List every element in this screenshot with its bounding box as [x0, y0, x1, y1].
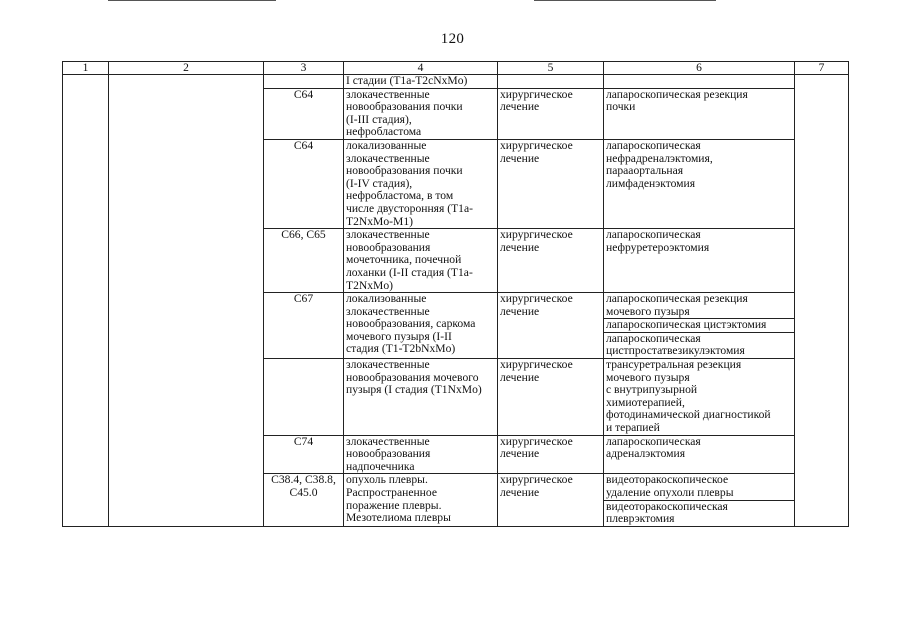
diagnosis-cell	[344, 139, 498, 228]
treatment-line: хирургическое	[500, 87, 573, 101]
treatment-line: лечение	[500, 151, 540, 165]
method-line: лапароскопическая резекция	[606, 292, 748, 306]
treatment-line: хирургическое	[500, 292, 573, 306]
method-line: почки	[606, 100, 636, 114]
method-cell	[604, 319, 795, 333]
top-rule-right	[534, 0, 716, 1]
diagnosis-line: лоханки (I-II стадия (T1a-	[346, 265, 473, 279]
code-cell	[264, 293, 344, 359]
diagnosis-cell	[344, 293, 498, 359]
treatment-line: лечение	[500, 486, 540, 499]
method-line: цистпростатвезикулэктомия	[606, 344, 745, 358]
method-line: удаление опухоли плевры	[606, 486, 734, 499]
method-cell	[604, 435, 795, 474]
treatment-cell	[498, 139, 604, 228]
code-line: C74	[293, 434, 314, 448]
code-cell	[264, 359, 344, 436]
method-line: лимфаденэктомия	[606, 176, 696, 190]
code-cell	[264, 435, 344, 474]
column-number: 7	[795, 62, 849, 75]
diagnosis-line: новообразования почки	[346, 164, 463, 178]
diagnosis-line: T2NxMo-M1)	[346, 214, 413, 228]
diagnosis-line: нефробластома, в том	[346, 189, 454, 203]
method-line: нефруретероэктомия	[606, 240, 710, 254]
code-line: C64	[293, 87, 314, 101]
col2-cell	[109, 75, 264, 527]
diagnosis-line: Распространенное	[346, 486, 437, 499]
diagnosis-line: T2NxMo)	[346, 278, 394, 292]
code-line: C67	[293, 292, 314, 306]
diagnosis-line: мочевого пузыря (I-II	[346, 329, 452, 343]
method-line: и терапией	[606, 421, 660, 435]
procedures-table	[62, 61, 849, 527]
method-line: химиотерапией,	[606, 395, 685, 409]
treatment-line: хирургическое	[500, 228, 573, 242]
method-line: лапароскопическая	[606, 138, 701, 152]
diagnosis-line: нефробластома	[346, 125, 422, 139]
diagnosis-line: числе двусторонняя (T1a-	[346, 201, 473, 215]
treatment-line: лечение	[500, 447, 540, 461]
treatment-line: хирургическое	[500, 358, 573, 372]
method-line: лапароскопическая	[606, 228, 701, 242]
diagnosis-line: пузыря (I стадия (T1NxMo)	[346, 383, 482, 397]
treatment-line: хирургическое	[500, 473, 573, 487]
method-cell	[604, 229, 795, 293]
column-number: 2	[109, 62, 264, 75]
diagnosis-line: I стадии (T1a-T2cNxMo)	[346, 74, 468, 87]
method-line: трансуретральная резекция	[606, 358, 742, 372]
diagnosis-cell	[344, 229, 498, 293]
method-line: адреналэктомия	[606, 447, 686, 461]
code-line: C45.0	[289, 486, 318, 499]
method-cell	[604, 474, 795, 500]
method-line: лапароскопическая цистэктомия	[606, 318, 767, 332]
method-line: параaортальная	[606, 164, 684, 178]
treatment-line: хирургическое	[500, 138, 573, 152]
treatment-cell	[498, 229, 604, 293]
diagnosis-cell	[344, 88, 498, 139]
diagnosis-line: (I-III стадия),	[346, 112, 412, 126]
col1-cell	[63, 75, 109, 527]
method-line: с внутрипузырной	[606, 383, 698, 397]
column-number: 6	[604, 62, 795, 75]
code-cell	[264, 88, 344, 139]
treatment-line: лечение	[500, 240, 540, 254]
code-cell	[264, 229, 344, 293]
method-line: мочевого пузыря	[606, 304, 690, 318]
diagnosis-line: мочеточника, почечной	[346, 253, 462, 267]
diagnosis-line: новообразования	[346, 447, 431, 461]
column-number: 1	[63, 62, 109, 75]
diagnosis-line: злокачественные	[346, 304, 430, 318]
diagnosis-line: локализованные	[346, 292, 427, 306]
treatment-cell	[498, 293, 604, 359]
treatment-line: хирургическое	[500, 434, 573, 448]
column-number: 3	[264, 62, 344, 75]
column-number: 5	[498, 62, 604, 75]
treatment-cell	[498, 474, 604, 526]
diagnosis-cell	[344, 435, 498, 474]
diagnosis-line: злокачественные	[346, 228, 430, 242]
method-cell	[604, 500, 795, 526]
diagnosis-line: злокачественные	[346, 358, 430, 372]
treatment-cell	[498, 88, 604, 139]
diagnosis-line: (I-IV стадия),	[346, 176, 413, 190]
diagnosis-line: новообразования мочевого	[346, 370, 479, 384]
method-line: фотодинамической диагностикой	[606, 408, 771, 422]
method-line: мочевого пузыря	[606, 370, 690, 384]
table-row	[63, 75, 849, 89]
treatment-cell	[498, 359, 604, 436]
diagnosis-line: надпочечника	[346, 459, 415, 473]
diagnosis-cell	[344, 359, 498, 436]
treatment-cell	[498, 435, 604, 474]
treatment-line: лечение	[500, 304, 540, 318]
col7-cell	[795, 75, 849, 527]
method-cell	[604, 75, 795, 89]
diagnosis-line: опухоль плевры.	[346, 473, 428, 487]
top-rule-left	[108, 0, 276, 1]
treatment-line: лечение	[500, 100, 540, 114]
diagnosis-cell	[344, 75, 498, 89]
diagnosis-line: злокачественные	[346, 87, 430, 101]
treatment-cell	[498, 75, 604, 89]
code-line: C66, C65	[281, 228, 326, 242]
code-cell	[264, 474, 344, 526]
diagnosis-cell	[344, 474, 498, 526]
diagnosis-line: новообразования, саркома	[346, 317, 476, 331]
diagnosis-line: злокачественные	[346, 434, 430, 448]
code-line: C38.4, C38.8,	[271, 473, 336, 487]
method-line: лапароскопическая резекция	[606, 87, 748, 101]
method-cell	[604, 139, 795, 228]
method-cell	[604, 88, 795, 139]
method-cell	[604, 293, 795, 319]
method-line: нефрадреналэктомия,	[606, 151, 713, 165]
page-number: 120	[440, 31, 465, 47]
method-line: плеврэктомия	[606, 512, 675, 526]
column-number-row	[63, 62, 849, 75]
method-line: видеоторакоскопическое	[606, 473, 729, 487]
diagnosis-line: новообразования почки	[346, 100, 463, 114]
method-cell	[604, 359, 795, 436]
column-number: 4	[344, 62, 498, 75]
code-cell	[264, 75, 344, 89]
treatment-line: лечение	[500, 370, 540, 384]
diagnosis-line: стадия (T1-T2bNxMo)	[346, 342, 456, 356]
diagnosis-line: поражение плевры.	[346, 498, 442, 512]
diagnosis-line: злокачественные	[346, 151, 430, 165]
method-line: видеоторакоскопическая	[606, 499, 728, 513]
method-line: лапароскопическая	[606, 434, 701, 448]
diagnosis-line: локализованные	[346, 138, 427, 152]
diagnosis-line: Мезотелиома плевры	[346, 511, 451, 525]
method-cell	[604, 332, 795, 358]
diagnosis-line: новообразования	[346, 240, 431, 254]
method-line: лапароскопическая	[606, 331, 701, 345]
code-line: C64	[293, 138, 314, 152]
code-cell	[264, 139, 344, 228]
